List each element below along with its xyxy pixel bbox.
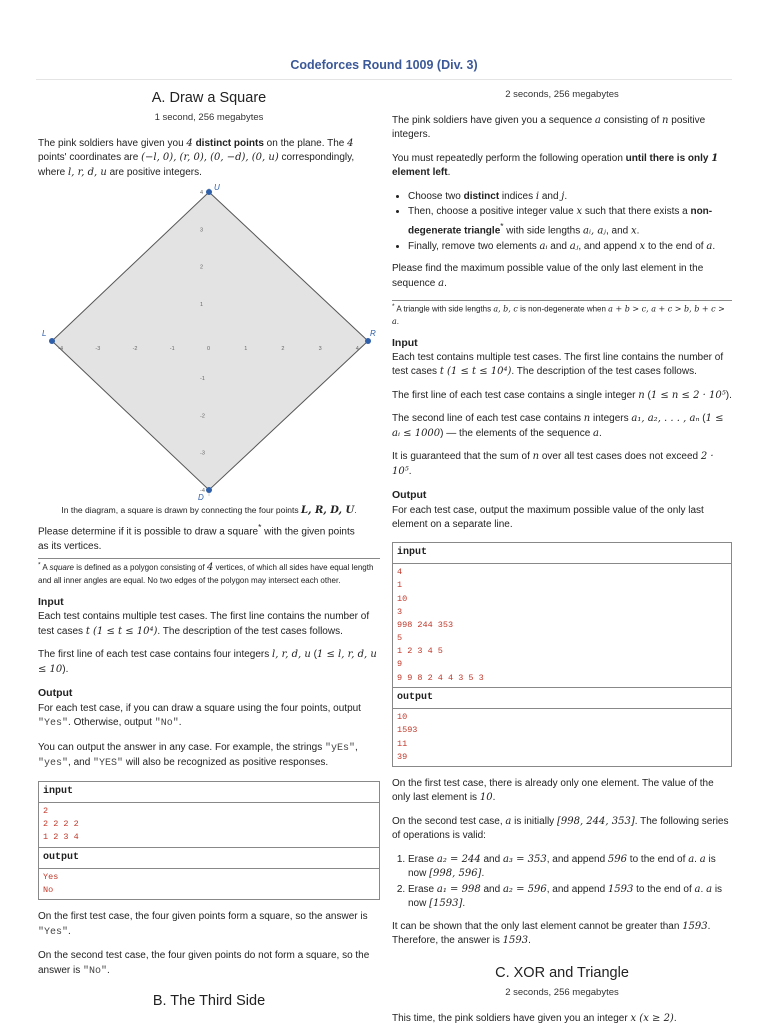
problem-b-note-2: On the second test case, a is initially [998, 244, 353]. The following series of operations is valid: <box>392 815 729 842</box>
square-footnote: * A square is defined as a polygon consisting of 4 vertices, of which all sides have equal length and all inner angles are equal. No two edges of the polygon may intersect each other. <box>38 558 380 587</box>
x-tick-label: -4 <box>58 346 64 353</box>
header-divider <box>36 79 732 80</box>
point-d-label: D <box>198 493 204 503</box>
problem-a-output-text-2: You can output the answer in any case. For example, the strings "yEs", "yes", and "YES" will also be recognized as positive responses. <box>38 741 358 770</box>
problem-c-title: C. XOR and Triangle <box>495 964 629 981</box>
y-tick-label: -3 <box>200 450 205 457</box>
y-tick-label: 2 <box>200 264 204 271</box>
sample-output-label: output <box>39 848 379 870</box>
problem-b-input-text-2: The first line of each test case contains a single integer n (1 ≤ n ≤ 2 · 10⁵). <box>392 389 732 401</box>
problem-b-input-text-1: Each test contains multiple test cases. The first line contains the number of test cases t (1 ≤ t ≤ 10⁴). The description of the test cases follows. <box>392 351 724 378</box>
problem-a-input-text-2: The first line of each test case contains four integers l, r, d, u (1 ≤ l, r, d, u ≤ 10). <box>38 649 377 675</box>
problem-a-note-1: On the first test case, the four given points form a square, so the answer is "Yes". <box>38 911 368 938</box>
y-tick-label: -2 <box>200 413 205 420</box>
sample-output-body[interactable]: Yes No <box>43 872 59 896</box>
problem-a-output-heading: Output <box>38 687 73 700</box>
x-tick-label: 3 <box>318 346 322 353</box>
problem-a-input-heading: Input <box>38 596 64 609</box>
problem-b-input-heading: Input <box>392 336 418 349</box>
problem-b-input-text-4: It is guaranteed that the sum of n over all test cases does not exceed 2 · 10⁵. <box>392 451 714 477</box>
square-diagram <box>38 184 380 502</box>
example-step-1: 1. Erase a₂ = 244 and a₃ = 353, and append 596 to the end of a. a is now [998, 596]. <box>408 853 732 882</box>
point-r <box>365 329 376 344</box>
y-tick-label: 3 <box>200 227 204 234</box>
x-tick-label: 1 <box>244 346 248 353</box>
y-tick-label: -1 <box>200 376 205 383</box>
contest-title[interactable]: Codeforces Round 1009 (Div. 3) <box>290 58 478 72</box>
sample-output-label: output <box>393 688 731 710</box>
point-l-label: L <box>42 329 47 339</box>
problem-b-statement-3: Please find the maximum possible value of the only last element in the sequence a. <box>392 263 704 289</box>
problem-b-statement-2: You must repeatedly perform the following operation until there is only 1 element left. <box>392 152 719 179</box>
problem-a-question: Please determine if it is possible to draw a square* with the given points as its vertices. <box>38 521 355 552</box>
sample-input-body[interactable]: 2 2 2 2 2 1 2 3 4 <box>43 806 79 843</box>
point-r-label: R <box>370 329 376 339</box>
point-l <box>42 329 55 344</box>
problem-a-input-text-1: Each test contains multiple test cases. The first line contains the number of test cases t (1 ≤ t ≤ 10⁴). The description of the test cases follows. <box>38 611 370 637</box>
operation-step-2: • Then, choose a positive integer value x such that there exists a non-degenerate triangle* with side lengths aᵢ, aⱼ, and x. <box>408 205 732 238</box>
x-tick-label: -3 <box>95 346 101 353</box>
problem-a-note-2: On the second test case, the four given points do not form a square, so the answer is "No". <box>38 950 370 977</box>
x-tick-label: -2 <box>132 346 138 353</box>
x-tick-label: 4 <box>355 346 359 353</box>
x-tick-label: 0 <box>207 346 211 353</box>
problem-b-note-1: On the first test case, there is already only one element. The value of the only last element is 10. <box>392 777 714 804</box>
problem-a-statement: The pink soldiers have given you 4 distinct points on the plane. The 4 points' coordinates are (−l, 0), (r, 0), (0, −d), (0, u) correspondingly, where l, r, d, u are positive integers. <box>38 137 355 178</box>
problem-a-output-text-1: For each test case, if you can draw a square using the four points, output "Yes". Otherwise, output "No". <box>38 702 361 730</box>
y-tick-label: 4 <box>200 190 204 197</box>
problem-a-title: A. Draw a Square <box>151 90 267 106</box>
example-steps <box>392 853 732 912</box>
square-shape <box>52 192 368 490</box>
problem-b-note-3: It can be shown that the only last element cannot be greater than 1593. Therefore, the answer is 1593. <box>392 920 711 947</box>
sample-input-label: input <box>39 782 379 804</box>
x-tick-label: 2 <box>281 346 285 353</box>
problem-b-title: B. The Third Side <box>152 993 266 1010</box>
point-u-label: U <box>214 184 220 193</box>
left-column <box>38 88 380 1012</box>
problem-a-limits: 1 second, 256 megabytes <box>154 112 264 124</box>
problem-b-input-text-3: The second line of each test case contains n integers a₁, a₂, . . . , aₙ (1 ≤ aᵢ ≤ 1000) — the elements of the sequence a. <box>392 413 724 439</box>
diagram-caption: In the diagram, a square is drawn by connecting the four points L, R, D, U. <box>61 505 357 517</box>
problem-a-sample <box>38 781 380 901</box>
y-tick-label: 1 <box>200 302 204 309</box>
problem-b-output-text: For each test case, output the maximum possible value of the only last element on a separate line. <box>392 504 704 531</box>
example-step-2: 2. Erase a₁ = 998 and a₂ = 596, and append 1593 to the end of a. a is now [1593]. <box>408 883 732 912</box>
triangle-footnote: * A triangle with side lengths a, b, c is non-degenerate when a + b > c, a + c > b, b + c > a. <box>392 300 732 328</box>
sample-input-label: input <box>393 543 731 565</box>
x-tick-label: -1 <box>169 346 175 353</box>
operation-step-1: • Choose two distinct indices i and j. <box>408 190 732 205</box>
problem-b-sample <box>392 542 732 767</box>
right-column <box>392 88 732 1035</box>
problem-c-statement: This time, the pink soldiers have given you an integer x (x ≥ 2). <box>392 1012 677 1024</box>
y-tick-label: -4 <box>200 488 205 495</box>
point-u <box>206 184 220 195</box>
problem-b-output-heading: Output <box>392 489 427 502</box>
operation-list <box>392 190 732 254</box>
sample-output-body[interactable]: 10 1593 11 39 <box>397 712 418 762</box>
operation-step-3: • Finally, remove two elements aᵢ and aⱼ, and append x to the end of a. <box>408 240 732 255</box>
sample-input-body[interactable]: 4 1 10 3 998 244 353 5 1 2 3 4 5 9 9 9 8 2 4 4 3 5 3 <box>397 567 484 683</box>
problem-b-statement-1: The pink soldiers have given you a sequence a consisting of n positive integers. <box>392 114 706 141</box>
problem-b-limits: 2 seconds, 256 megabytes <box>505 89 619 100</box>
problem-c-limits: 2 seconds, 256 megabytes <box>505 986 619 998</box>
